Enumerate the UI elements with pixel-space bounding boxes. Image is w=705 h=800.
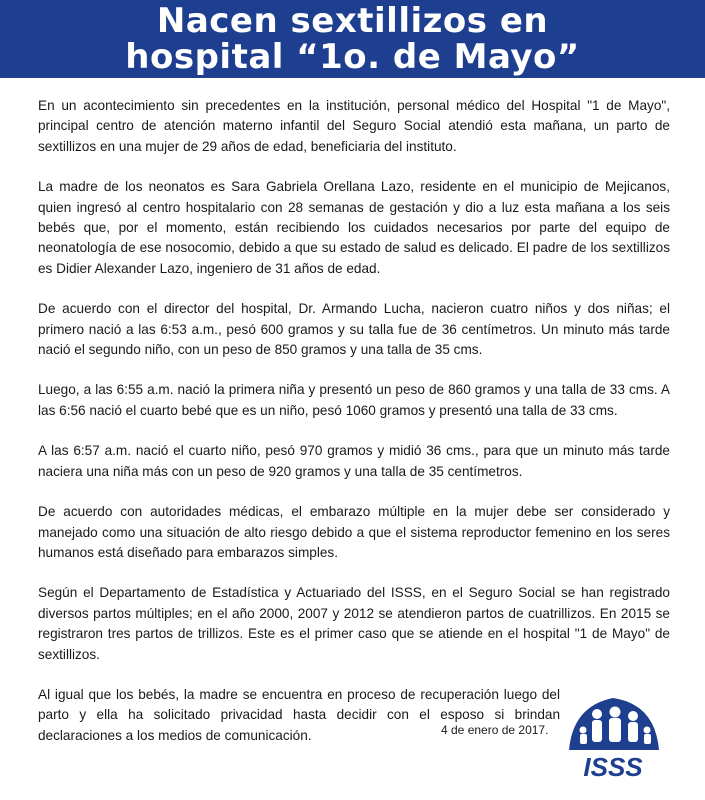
- paragraph-5: A las 6:57 a.m. nació el cuarto niño, pesó 970 gramos y midió 36 cms., para que un minuto más tarde naciera una niña más con un peso de 920 gramos y una talla de 35 centímetros.: [38, 443, 670, 479]
- paragraph-2: La madre de los neonatos es Sara Gabriela Orellana Lazo, residente en el municipio de Mejicanos, quien ingresó al centro hospitalario con 28 semanas de gestación y dio a luz esta mañana a los seis bebés que, por el momento, están recibiendo los cuidados necesarios por parte del equipo de neonatología de ese nosocomio, debido a que su estado de salud es delicado. El padre de los sextillizos es Didier Alexander Lazo, ingeniero de 31 años de edad.: [38, 179, 670, 276]
- paragraph-4: Luego, a las 6:55 a.m. nació la primera niña y presentó un peso de 860 gramos y una talla de 33 cms. A las 6:56 nació el cuarto bebé que es un niño, pesó 1060 gramos y presentó una talla de 33 cms.: [38, 382, 670, 418]
- headline-line-1: Nacen sextillizos en: [156, 1, 549, 41]
- isss-logo: [563, 688, 663, 784]
- paragraph-8: Al igual que los bebés, la madre se encuentra en proceso de recuperación luego del parto y ella ha solicitado privacidad hasta decidir con el esposo si brindan declaraciones a los medios de comunicación.: [38, 686, 560, 743]
- paragraph-7: Según el Departamento de Estadística y Actuariado del ISSS, en el Seguro Social se han registrado diversos partos múltiples; en el año 2000, 2007 y 2012 se atendieron partos de cuatrillizos. En 2015 se registraron tres partos de trillizos. Este es el primer caso que se atiende en el hospital "1 de Mayo" de sextillizos.: [38, 585, 670, 662]
- paragraph-1: En un acontecimiento sin precedentes en la institución, personal médico del Hospital "1 de Mayo", principal centro de atención materno infantil del Seguro Social atendió esta mañana, un parto de sextillizos en una mujer de 29 años de edad, beneficiaria del instituto.: [38, 98, 670, 154]
- paragraph-6: De acuerdo con autoridades médicas, el embarazo múltiple en la mujer debe ser considerado y manejado como una situación de alto riesgo debido a que el sistema reproductor femenino en los seres humanos está diseñado para embarazos simples.: [38, 504, 670, 560]
- headline-banner: [0, 0, 705, 78]
- logo-text: ISSS: [583, 752, 643, 782]
- paragraph-3: De acuerdo con el director del hospital, Dr. Armando Lucha, nacieron cuatro niños y dos niñas; el primero nació a las 6:53 a.m., pesó 600 gramos y su talla fue de 36 centímetros. Un minuto más tarde nació el segundo niño, con un peso de 850 gramos y una talla de 35 cms.: [38, 301, 670, 358]
- publication-date: 4 de enero de 2017.: [441, 723, 549, 737]
- article-body: [38, 96, 670, 766]
- headline-line-2: hospital “1o. de Mayo”: [125, 37, 580, 77]
